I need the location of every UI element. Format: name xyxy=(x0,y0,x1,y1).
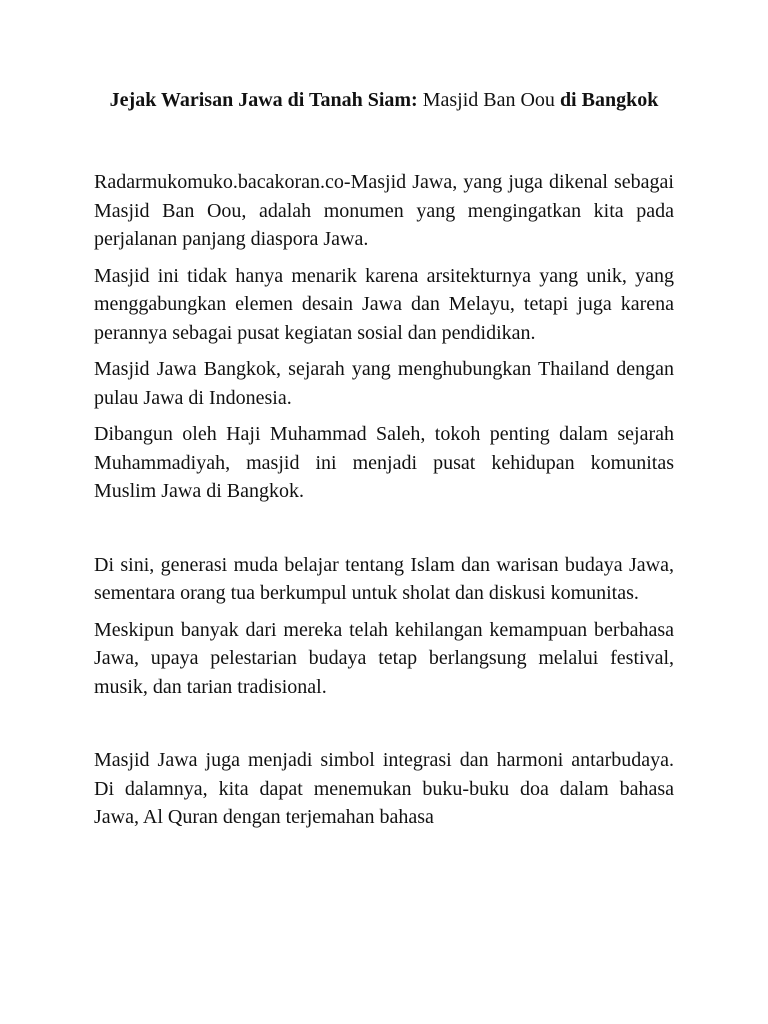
document-page xyxy=(94,86,674,832)
title-regular-part: Masjid Ban Oou xyxy=(417,89,560,111)
paragraph-7: Masjid Jawa juga menjadi simbol integrasi dan harmoni antarbudaya. Di dalamnya, kita dapat menemukan buku-buku doa dalam bahasa Jawa, Al Quran dengan terjemahan bahasa xyxy=(94,749,674,828)
spacer xyxy=(94,347,674,355)
spacer xyxy=(94,254,674,262)
paragraph-1: Radarmukomuko.bacakoran.co-Masjid Jawa, yang juga dikenal sebagai Masjid Ban Oou, adalah monumen yang mengingatkan kita pada perjalanan panjang diaspora Jawa. xyxy=(94,171,674,250)
title-bold-part-end: di Bangkok xyxy=(559,89,659,111)
spacer xyxy=(94,701,674,746)
paragraph-4: Dibangun oleh Haji Muhammad Saleh, tokoh penting dalam sejarah Muhammadiyah, masjid ini menjadi pusat kehidupan komunitas Muslim Jawa di Bangkok. xyxy=(94,423,674,502)
paragraph-3: Masjid Jawa Bangkok, sejarah yang menghubungkan Thailand dengan pulau Jawa di Indonesia. xyxy=(94,358,674,409)
spacer xyxy=(94,608,674,616)
paragraph-6: Meskipun banyak dari mereka telah kehilangan kemampuan berbahasa Jawa, upaya pelestarian budaya tetap berlangsung melalui festival, musik, dan tarian tradisional. xyxy=(94,618,674,698)
title-bold-part: Jejak Warisan Jawa di Tanah Siam: xyxy=(109,89,418,111)
paragraph-2: Masjid ini tidak hanya menarik karena arsitekturnya yang unik, yang menggabungkan elemen desain Jawa dan Melayu, tetapi juga karena perannya sebagai pusat kegiatan sosial dan pendidikan. xyxy=(94,264,674,344)
spacer xyxy=(94,412,674,420)
paragraph-5: Di sini, generasi muda belajar tentang Islam dan warisan budaya Jawa, sementara orang tua berkumpul untuk sholat dan diskusi komunitas. xyxy=(94,553,674,604)
spacer xyxy=(94,506,674,551)
spacer xyxy=(94,114,674,168)
document-title xyxy=(94,86,674,114)
